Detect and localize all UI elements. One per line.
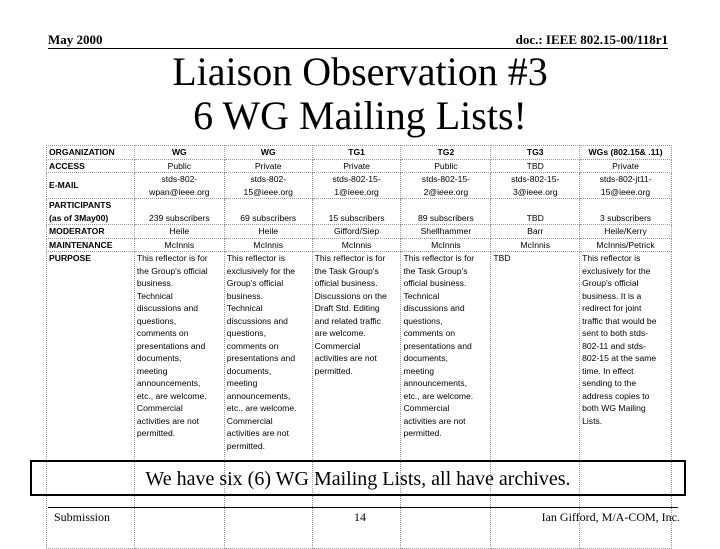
email-cell: stds-802-15- 3@ieee.org — [491, 173, 580, 199]
label-participants: PARTICIPANTS (as of 3May00) — [47, 199, 135, 225]
participants-cell: TBD — [491, 199, 580, 225]
email-cell: stds-802- 15@ieee.org — [224, 173, 312, 199]
org-cell: TG3 — [491, 146, 580, 160]
moderator-cell: Heile/Kerry — [580, 225, 672, 239]
org-cell: TG1 — [312, 146, 401, 160]
participants-cell: 89 subscribers — [401, 199, 491, 225]
org-cell: WG — [224, 146, 312, 160]
row-purpose — [47, 252, 672, 549]
access-cell: Public — [401, 159, 491, 173]
access-cell: Private — [580, 159, 672, 173]
access-cell: Private — [224, 159, 312, 173]
email-cell: stds-802-15- 2@ieee.org — [401, 173, 491, 199]
label-moderator: MODERATOR — [47, 225, 135, 239]
org-cell: TG2 — [401, 146, 491, 160]
participants-cell: 69 subscribers — [224, 199, 312, 225]
label-organization: ORGANIZATION — [47, 146, 135, 160]
row-participants — [47, 199, 672, 225]
row-moderator — [47, 225, 672, 239]
row-organization — [47, 146, 672, 160]
maintenance-cell: McInnis — [134, 238, 224, 252]
org-cell: WGs (802.15& .11) — [580, 146, 672, 160]
label-purpose: PURPOSE — [47, 252, 135, 549]
maintenance-cell: McInnis — [224, 238, 312, 252]
purpose-cell: This reflector is exclusively for the Group's official business. It is a redirect for joint traffic that would be sent to both stds- 802-11 and stds- 802-15 at the same time. In effect sending to the address copies to both WG Mailing Lists. — [580, 252, 672, 549]
moderator-cell: Shellhammer — [401, 225, 491, 239]
maintenance-cell: McInnis/Petrick — [580, 238, 672, 252]
maintenance-cell: McInnis — [491, 238, 580, 252]
row-access — [47, 159, 672, 173]
moderator-cell: Gifford/Siep — [312, 225, 401, 239]
label-email: E-MAIL — [47, 173, 135, 199]
access-cell: Private — [312, 159, 401, 173]
moderator-cell: Heile — [134, 225, 224, 239]
title-line-2: 6 WG Mailing Lists! — [193, 93, 527, 138]
label-maintenance: MAINTENANCE — [47, 238, 135, 252]
email-cell: stds-802-15- 1@ieee.org — [312, 173, 401, 199]
access-cell: TBD — [491, 159, 580, 173]
purpose-cell: This reflector is for the Task Group's official business. Technical discussions and questions, comments on presentations and documents, meeting announcements, etc., are welcome. Commercial activities are not permitted. — [401, 252, 491, 549]
purpose-cell: This reflector is exclusively for the Group's official business. Technical discussions and questions, comments on presentations and documents, meeting announcements, etc., are welcome. Commercial activities are not permitted. — [224, 252, 312, 549]
title-line-1: Liaison Observation #3 — [172, 49, 548, 94]
header-date: May 2000 — [48, 32, 103, 47]
participants-cell: 239 subscribers — [134, 199, 224, 225]
org-cell: WG — [134, 146, 224, 160]
footer-submission: Submission — [54, 510, 111, 524]
moderator-cell: Heile — [224, 225, 312, 239]
access-cell: Public — [134, 159, 224, 173]
participants-cell: 15 subscribers — [312, 199, 401, 225]
label-access: ACCESS — [47, 159, 135, 173]
maintenance-cell: McInnis — [312, 238, 401, 252]
participants-cell: 3 subscribers — [580, 199, 672, 225]
email-cell: stds-802-jt11- 15@ieee.org — [580, 173, 672, 199]
email-cell: stds-802- wpan@ieee.org — [134, 173, 224, 199]
slide-title — [0, 50, 720, 138]
purpose-cell: TBD — [491, 252, 580, 549]
purpose-cell: This reflector is for the Task Group's official business. Discussions on the Draft Std. Editing and related traffic are welcome. Commercial activities are not permitted. — [312, 252, 401, 549]
row-email — [47, 173, 672, 199]
maintenance-cell: McInnis — [401, 238, 491, 252]
footer-divider — [48, 507, 678, 508]
moderator-cell: Barr — [491, 225, 580, 239]
purpose-cell: This reflector is for the Group's official business. Technical discussions and questions, comments on presentations and documents, meeting announcements, etc., are welcome. Commercial activities are not permitted. — [134, 252, 224, 549]
row-maintenance — [47, 238, 672, 252]
summary-banner: We have six (6) WG Mailing Lists, all have archives. — [30, 460, 686, 496]
footer-author: Ian Gifford, M/A-COM, Inc. — [541, 510, 680, 524]
header-doc-id: doc.: IEEE 802.15-00/118r1 — [515, 32, 668, 47]
page-number: 14 — [354, 510, 366, 524]
